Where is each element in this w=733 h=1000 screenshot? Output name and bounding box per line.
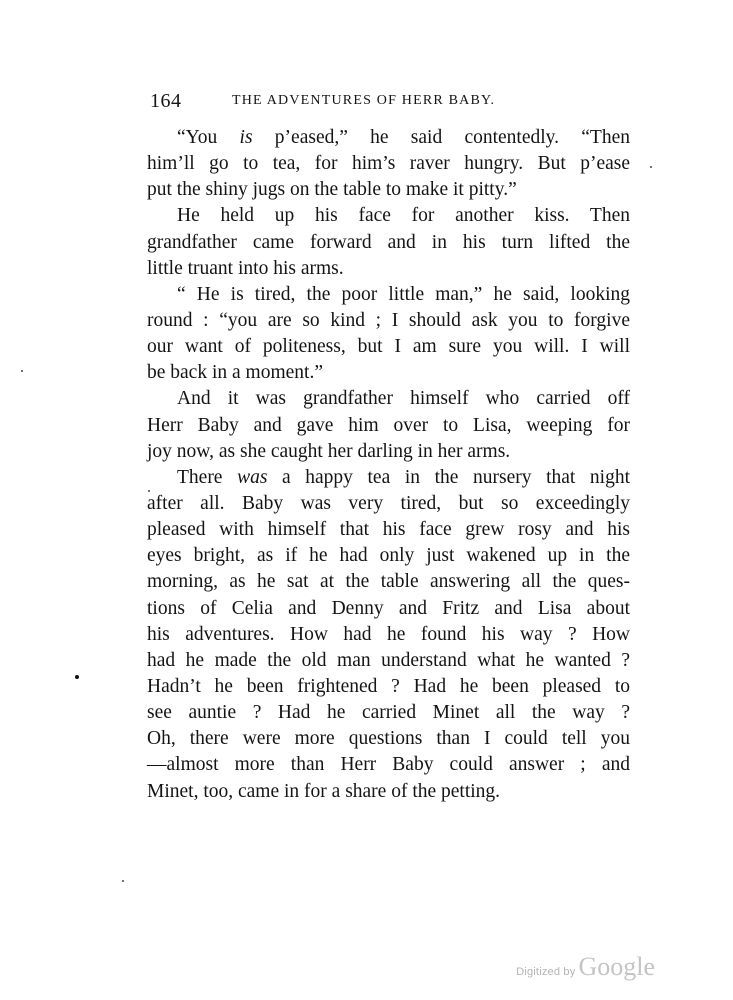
text-line — [147, 125, 630, 151]
digitized-by-google-watermark — [516, 952, 655, 982]
text-line-content: eyes bright, as if he had only just wakened up in the — [147, 545, 630, 567]
text-line — [147, 177, 630, 203]
text-line-content: —almost more than Herr Baby could answer ; and — [147, 754, 630, 776]
text-line — [147, 622, 630, 648]
text-line-content: “ He is tired, the poor little man,” he said, looking — [177, 283, 630, 305]
google-logo: Google — [578, 952, 655, 981]
text-line — [147, 569, 630, 595]
text-line-content: p’eased,” he said contentedly. “Then — [252, 127, 630, 148]
text-line-content: grandfather came forward and in his turn lifted the — [147, 231, 630, 253]
text-line — [147, 151, 630, 177]
text-line-content: “You — [177, 127, 240, 148]
text-line-content: joy now, as she caught her darling in her arms. — [147, 440, 511, 462]
text-line — [147, 256, 630, 282]
text-line — [147, 596, 630, 622]
text-line-content: our want of politeness, but I am sure you will. I will — [147, 336, 630, 358]
text-line — [147, 465, 630, 491]
print-speck — [75, 675, 79, 679]
text-line — [147, 726, 630, 752]
print-speck — [650, 166, 652, 168]
text-line — [147, 491, 630, 517]
body-text — [147, 125, 630, 805]
text-line-content: see auntie ? Had he carried Minet all the way ? — [147, 702, 630, 724]
text-line — [147, 543, 630, 569]
text-line — [147, 752, 630, 778]
text-line-content: morning, as he sat at the table answering all the ques- — [147, 571, 630, 593]
text-line-content: a happy tea in the nursery that night — [267, 466, 630, 488]
text-line-content: put the shiny jugs on the table to make it pitty.” — [147, 179, 517, 201]
print-speck — [148, 490, 150, 492]
running-head: THE ADVENTURES OF HERR BABY. — [232, 93, 496, 108]
text-line — [147, 779, 630, 805]
text-line-content: little truant into his arms. — [147, 257, 344, 279]
text-line — [147, 439, 630, 465]
text-line-content: He held up his face for another kiss. Then — [177, 205, 630, 227]
text-line-content: Minet, too, came in for a share of the petting. — [147, 780, 501, 802]
text-line — [147, 203, 630, 229]
text-line-content: tions of Celia and Denny and Fritz and Lisa about — [147, 597, 630, 619]
text-line-content: him’ll go to tea, for him’s raver hungry. But p’ease — [147, 153, 630, 175]
text-line — [147, 648, 630, 674]
text-line-content: pleased with himself that his face grew rosy and his — [147, 519, 630, 541]
italic-word: was — [237, 466, 268, 488]
print-speck — [122, 880, 124, 882]
text-line-content: round : “you are so kind ; I should ask you to forgive — [147, 309, 630, 331]
text-line — [147, 282, 630, 308]
text-line — [147, 413, 630, 439]
text-line — [147, 700, 630, 726]
text-line-content: Oh, there were more questions than I could tell you — [147, 728, 630, 750]
italic-word: is — [239, 127, 253, 148]
text-line-content: Hadn’t he been frightened ? Had he been pleased to — [147, 675, 630, 697]
page-number: 164 — [150, 90, 182, 112]
text-line-content: Herr Baby and gave him over to Lisa, weeping for — [147, 414, 630, 436]
text-line — [147, 230, 630, 256]
text-line — [147, 308, 630, 334]
text-line-content: be back in a moment.” — [147, 362, 323, 384]
text-line-content: his adventures. How had he found his way ? How — [147, 623, 630, 645]
text-line-content: There — [177, 466, 238, 488]
watermark-prefix: Digitized by — [516, 966, 576, 978]
text-line-content: after all. Baby was very tired, but so exceedingly — [147, 492, 630, 514]
text-line — [147, 386, 630, 412]
page-header — [150, 90, 636, 114]
text-line — [147, 674, 630, 700]
text-line — [147, 334, 630, 360]
text-line — [147, 517, 630, 543]
print-speck — [21, 370, 23, 372]
text-line — [147, 360, 630, 386]
text-line-content: had he made the old man understand what he wanted ? — [147, 649, 630, 671]
text-line-content: And it was grandfather himself who carried off — [177, 388, 630, 410]
